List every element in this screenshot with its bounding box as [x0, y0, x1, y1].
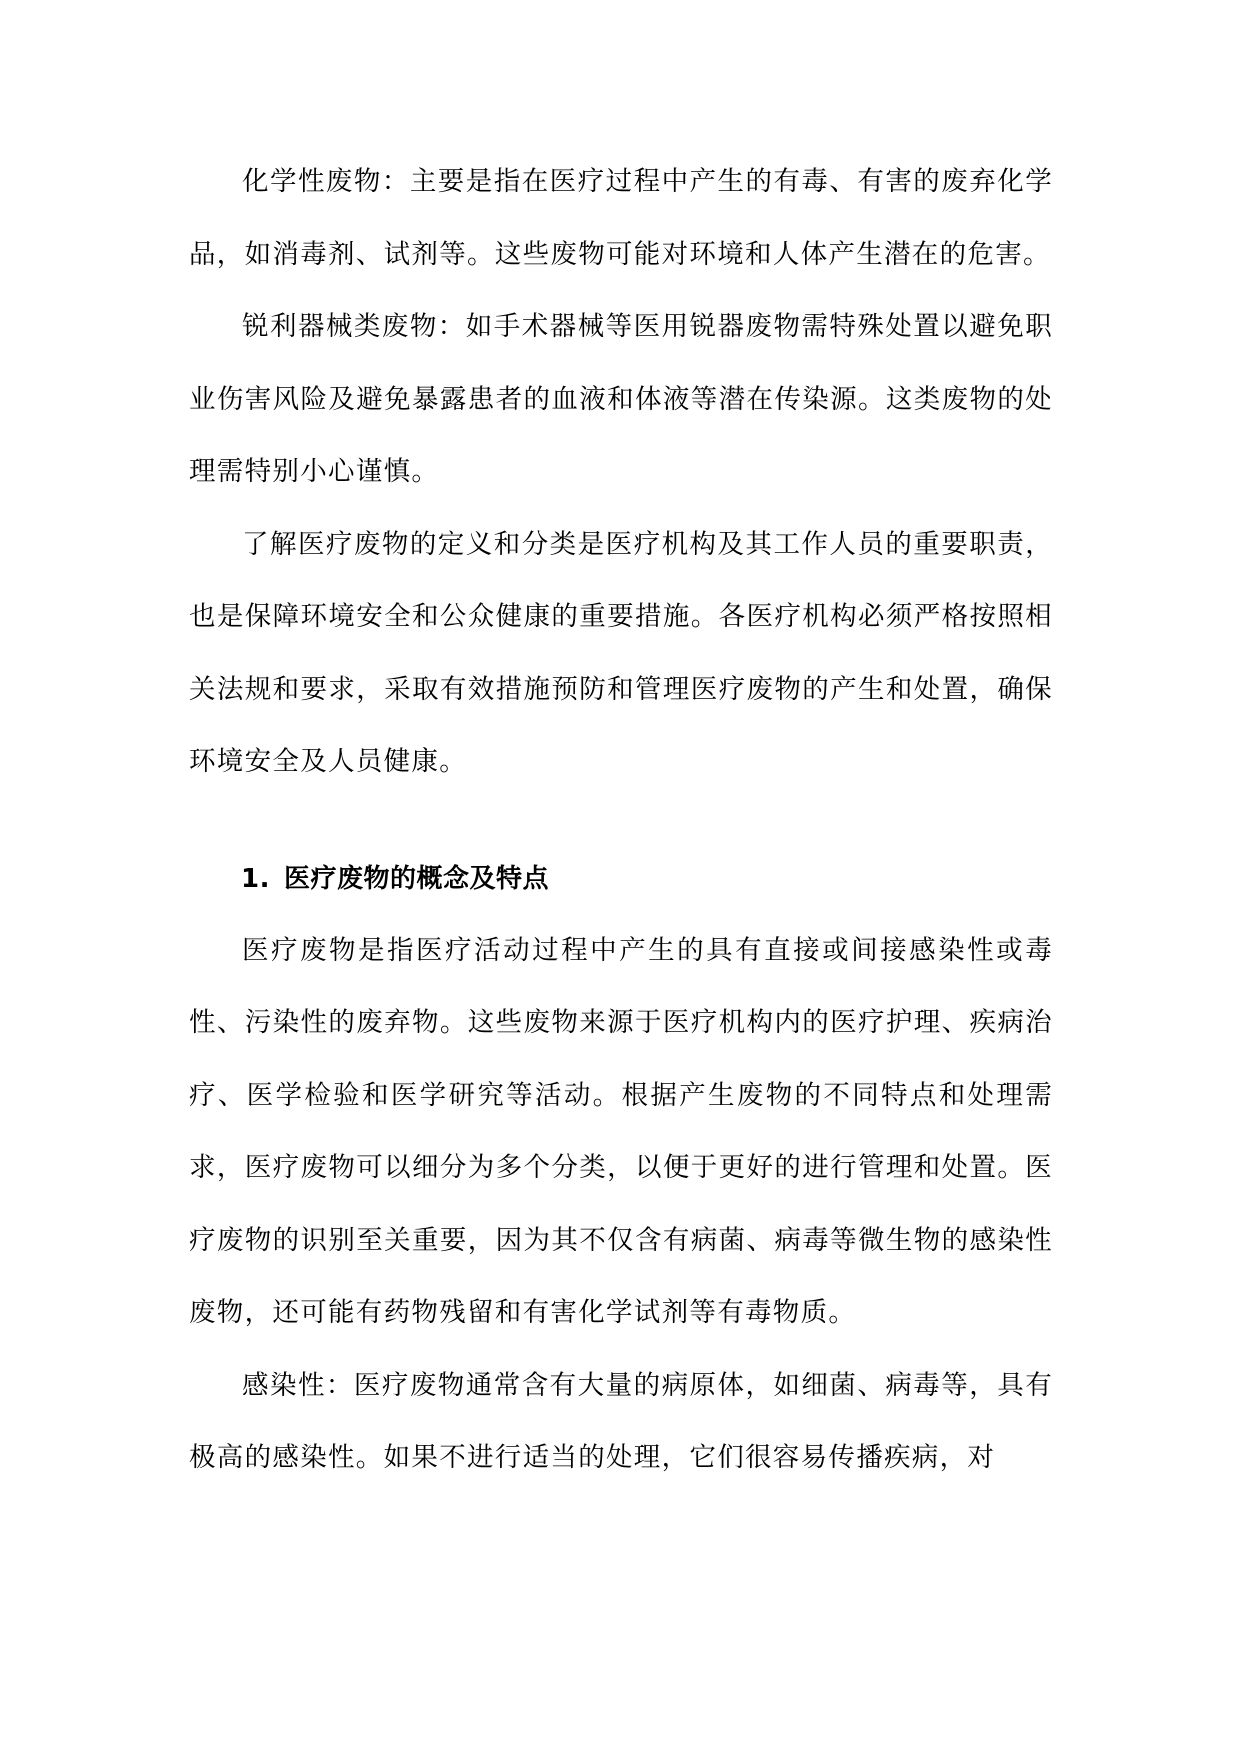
document-body	[189, 146, 1053, 1495]
section-title: 医疗废物的概念及特点	[283, 863, 549, 894]
paragraph-sharps-waste: 锐利器械类废物：如手术器械等医用锐器废物需特殊处置以避免职业伤害风险及避免暴露患者的血液和体液等潜在传染源。这类废物的处理需特别小心谨慎。	[189, 311, 1053, 487]
paragraph-infectious: 感染性：医疗废物通常含有大量的病原体，如细菌、病毒等，具有极高的感染性。如果不进行适当的处理，它们很容易传播疾病，对	[189, 1369, 1053, 1473]
paragraph-chemical-waste: 化学性废物：主要是指在医疗过程中产生的有毒、有害的废弃化学品，如消毒剂、试剂等。这些废物可能对环境和人体产生潜在的危害。	[189, 166, 1053, 270]
paragraph-definition: 医疗废物是指医疗活动过程中产生的具有直接或间接感染性或毒性、污染性的废弃物。这些废物来源于医疗机构内的医疗护理、疾病治疗、医学检验和医学研究等活动。根据产生废物的不同特点和处理需求，医疗废物可以细分为多个分类，以便于更好的进行管理和处置。医疗废物的识别至关重要，因为其不仅含有病菌、病毒等微生物的感染性废物，还可能有药物残留和有害化学试剂等有毒物质。	[189, 934, 1053, 1328]
section-heading	[189, 843, 1053, 915]
paragraph-responsibility: 了解医疗废物的定义和分类是医疗机构及其工作人员的重要职责，也是保障环境安全和公众健康的重要措施。各医疗机构必须严格按照相关法规和要求，采取有效措施预防和管理医疗废物的产生和处置，确保环境安全及人员健康。	[189, 528, 1053, 777]
section-number: 1.	[241, 863, 270, 894]
